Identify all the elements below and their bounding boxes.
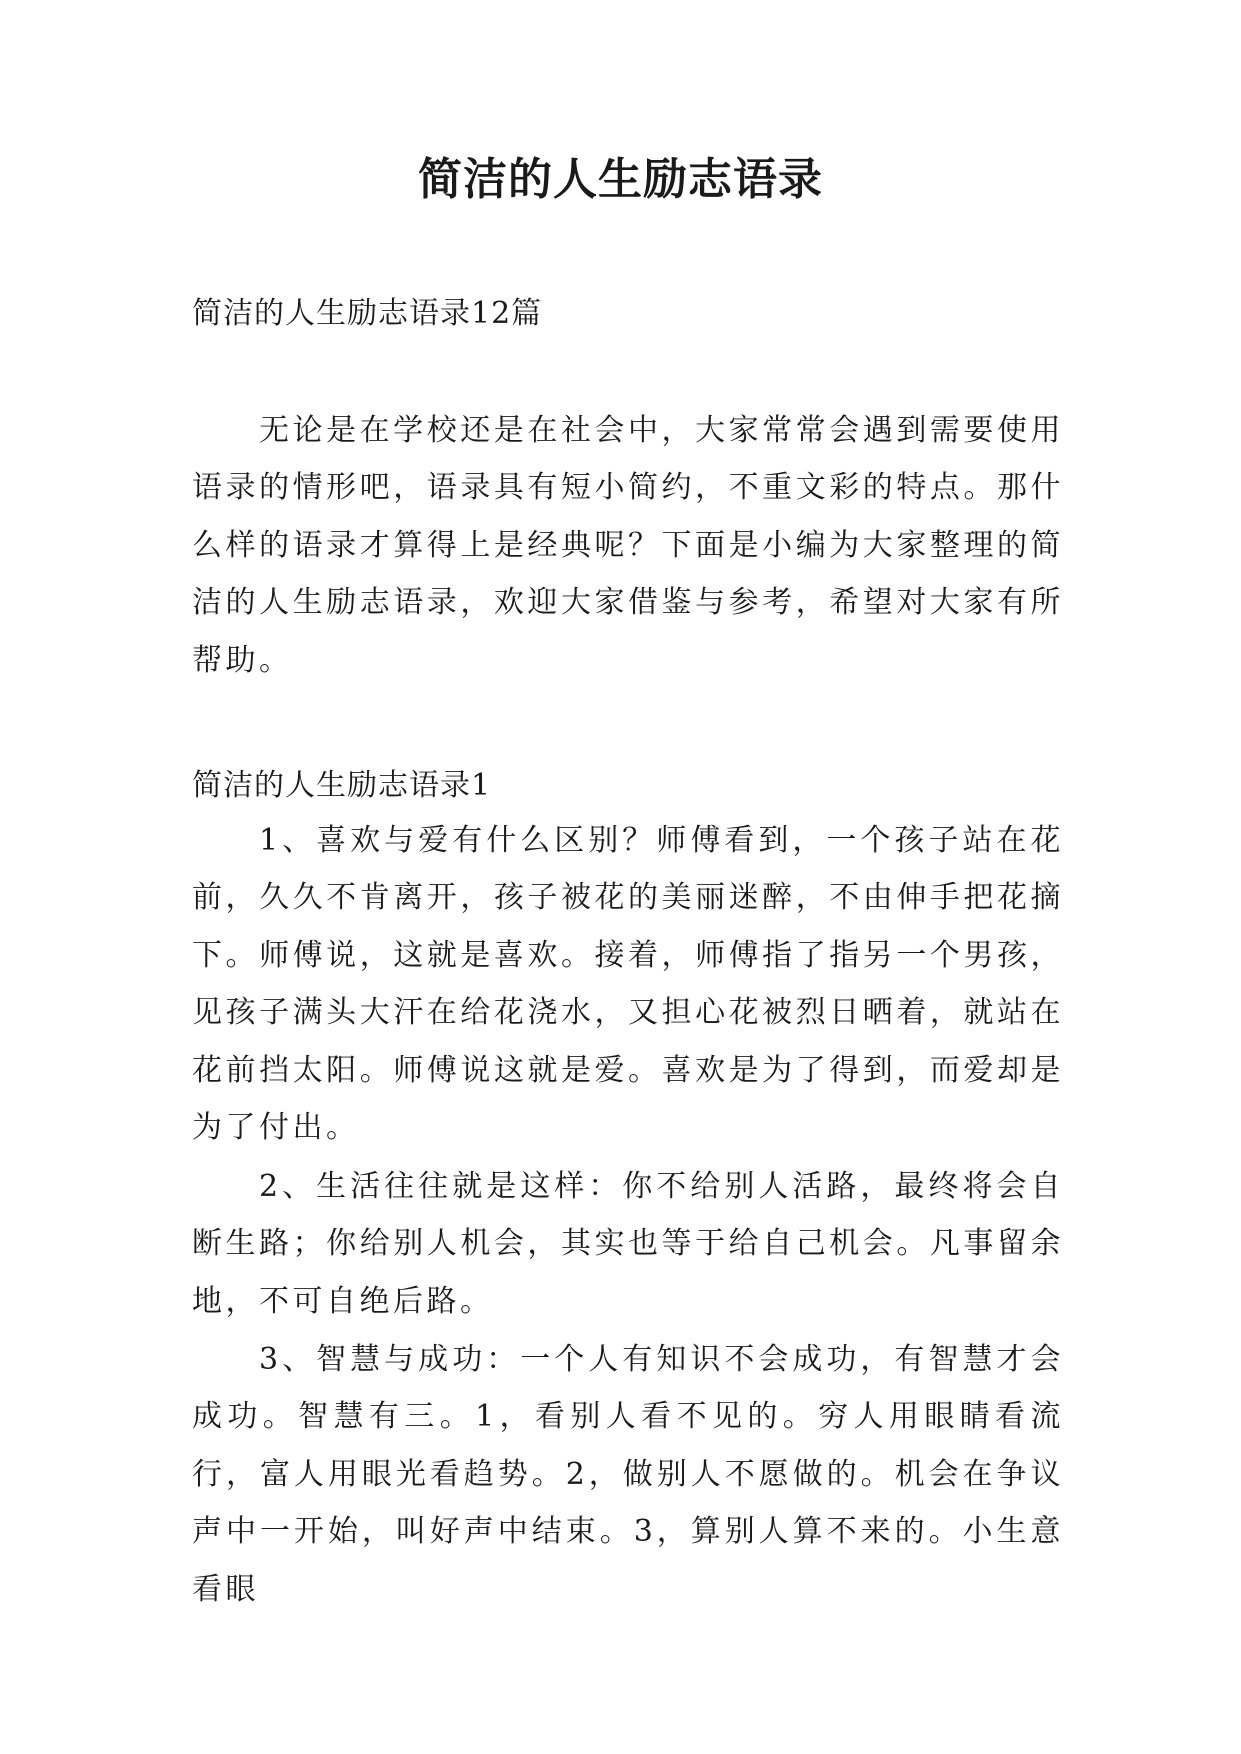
section-heading: 简洁的人生励志语录1: [192, 768, 492, 803]
quote-item: 1、喜欢与爱有什么区别？师傅看到，一个孩子站在花前，久久不肯离开，孩子被花的美丽迷醉，不由伸手把花摘下。师傅说，这就是喜欢。接着，师傅指了指另一个男孩，见孩子满头大汗在给花浇水，又担心花被烈日晒着，就站在花前挡太阳。师傅说这就是爱。喜欢是为了得到，而爱却是为了付出。: [192, 823, 1064, 1146]
quote-item: 3、智慧与成功：一个人有知识不会成功，有智慧才会成功。智慧有三。1，看别人看不见的。穷人用眼睛看流行，富人用眼光看趋势。2，做别人不愿做的。机会在争议声中一开始，叫好声中结束。3，算别人算不来的。小生意看眼: [192, 1342, 1064, 1607]
document-subtitle: 简洁的人生励志语录12篇: [192, 296, 543, 331]
quote-item: 2、生活往往就是这样：你不给别人活路，最终将会自断生路；你给别人机会，其实也等于给自己机会。凡事留余地，不可自绝后路。: [192, 1169, 1064, 1319]
intro-paragraph: 无论是在学校还是在社会中，大家常常会遇到需要使用语录的情形吧，语录具有短小简约，不重文彩的特点。那什么样的语录才算得上是经典呢？下面是小编为大家整理的简洁的人生励志语录，欢迎大家借鉴与参考，希望对大家有所帮助。: [192, 413, 1064, 678]
document-title: 简洁的人生励志语录: [418, 154, 823, 205]
